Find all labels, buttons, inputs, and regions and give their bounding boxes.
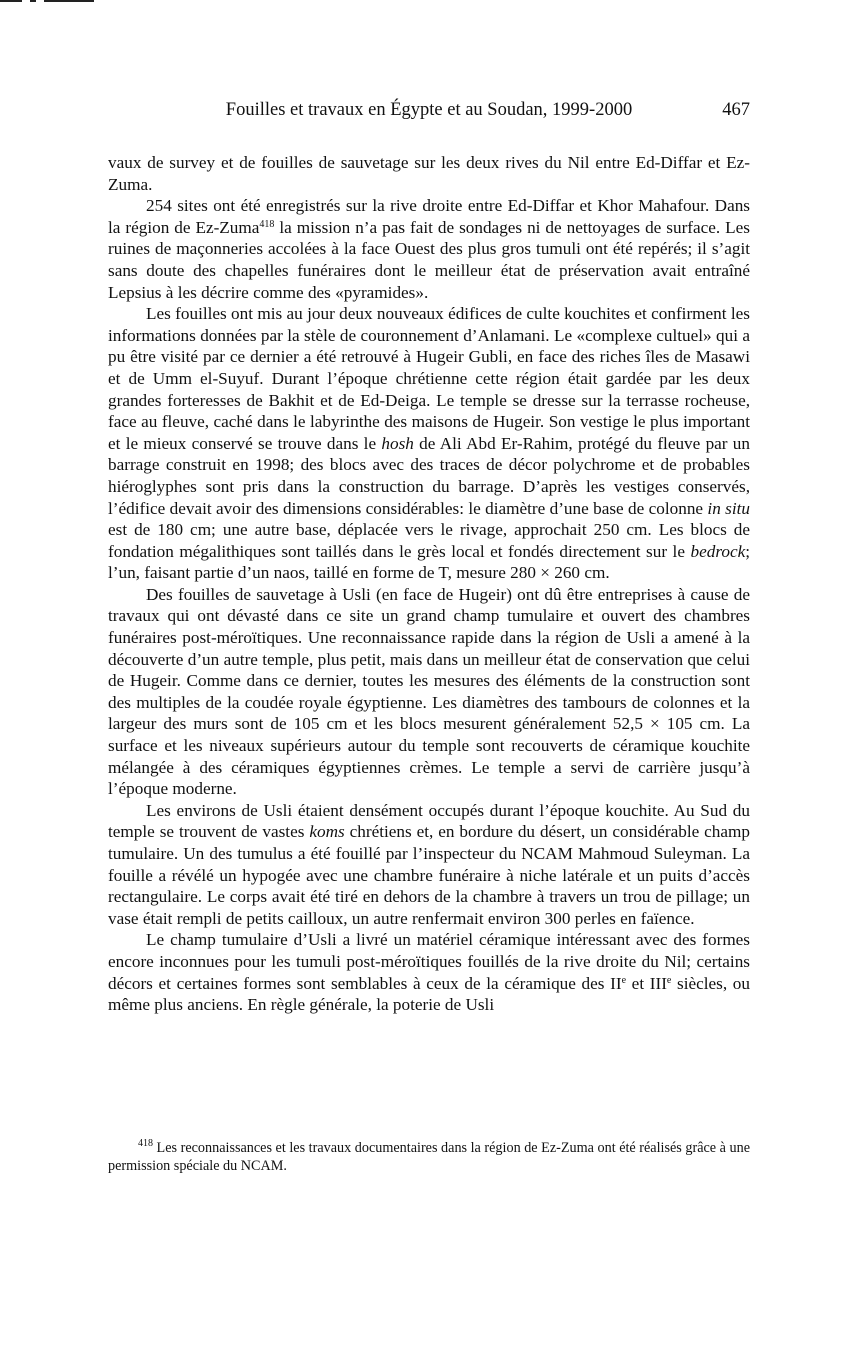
paragraph-5: Les environs de Usli étaient densément occupés durant l’époque kouchite. Au Sud du temple se trouvent de vastes koms chrétiens et, en bordure du désert, un considérable champ tumulaire. Un des tumulus a été fouillé par l’inspecteur du NCAM Mahmoud Suleyman. La fouille a révélé un hypogée avec une chambre funéraire à niche latérale et un puits d’accès rectangulaire. Le corps avait été tiré en dehors de la chambre à travers un trou de pillage; un vase était rempli de petits cailloux, un autre renfermait environ 300 perles en faïence.	[108, 800, 750, 928]
paragraph-4: Des fouilles de sauvetage à Usli (en face de Hugeir) ont dû être entreprises à cause de travaux qui ont dévasté dans ce site un grand champ tumulaire et ouvert des chambres funéraires post-méroïtiques. Une reconnaissance rapide dans la région de Usli a amené à la découverte d’un autre temple, plus petit, mais dans un meilleur état de conservation que celui de Hugeir. Comme dans ce dernier, toutes les mesures des éléments de la construction sont des multiples de la coudée royale égyptienne. Les diamètres des tambours de colonnes et la largeur des murs sont de 105 cm et les blocs mesurent généralement 52,5 × 105 cm. La surface et les niveaux supérieurs autour du temple sont recouverts de céramique kouchite mélangée à des céramiques égyptiennes crèmes. Le temple a servi de carrière jusqu’à l’époque moderne.	[108, 584, 750, 799]
footnote-mark: 418	[138, 1138, 153, 1149]
scan-corner-mark	[0, 0, 100, 2]
running-title: Fouilles et travaux en Égypte et au Soudan, 1999-2000	[225, 100, 633, 120]
main-text	[108, 152, 750, 1016]
running-header	[108, 100, 750, 126]
footnote-ref[interactable]: 418	[259, 218, 275, 230]
footnote-418: $^{418}$ Les reconnaissances et les travaux documentaires dans la région de Ez-Zuma ont été réalisés grâce à une permission spéciale du NCAM.	[108, 1138, 750, 1174]
page-number: 467	[722, 100, 750, 120]
paragraph-6: Le champ tumulaire d’Usli a livré un matériel céramique intéressant avec des formes encore inconnues pour les tumuli post-méroïtiques fouillés de la rive droite du Nil; certains décors et certaines formes sont semblables à ceux de la céramique des IIe et IIIe siècles, ou même plus anciens. En règle générale, la poterie de Usli	[108, 930, 750, 1015]
paragraph-3: Les fouilles ont mis au jour deux nouveaux édifices de culte kouchites et confirment les informations données par la stèle de couronnement d’Anlamani. Le «complexe cultuel» qui a pu être visité par ce dernier a été retrouvé à Hugeir Gubli, en face des riches îles de Masawi et de Umm el-Suyuf. Durant l’époque chrétienne cette région était gardée par les deux grandes forteresses de Bakhit et de Ed-Deiga. Le temple se dresse sur la terrasse rocheuse, face au fleuve, caché dans le labyrinthe des maisons de Hugeir. Son vestige le plus important et le mieux conservé se trouve dans le hosh de Ali Abd Er-Rahim, protégé du fleuve par un barrage construit en 1998; des blocs avec des traces de décor polychrome et de probables hiéroglyphes sont pris dans la construction du barrage. D’après les vestiges conservés, l’édifice devait avoir des dimensions considérables: le diamètre d’une base de colonne in situ est de 180 cm; une autre base, déplacée vers le rivage, approchait 250 cm. Les blocs de fondation mégalithiques sont taillés dans le grès local et fondés directement sur le bedrock; l’un, faisant partie d’un naos, taillé en forme de T, mesure 280 × 260 cm.	[108, 304, 750, 583]
paragraph-1: vaux de survey et de fouilles de sauvetage sur les deux rives du Nil entre Ed-Diffar et Ez-Zuma.	[108, 153, 750, 194]
paragraph-2: 254 sites ont été enregistrés sur la rive droite entre Ed-Diffar et Khor Mahafour. Dans la région de Ez-Zuma$^{418}$ la mission n’a pas fait de sondages ni de nettoyages de surface. Les ruines de maçonneries accolées à la face Ouest des plus gros tumuli ont été repérés; il s’agit sans doute des chapelles funéraires dont le meilleur état de préservation avait entraîné Lepsius à les décrire comme des «pyramides».	[108, 196, 750, 302]
footnote	[108, 1139, 750, 1175]
